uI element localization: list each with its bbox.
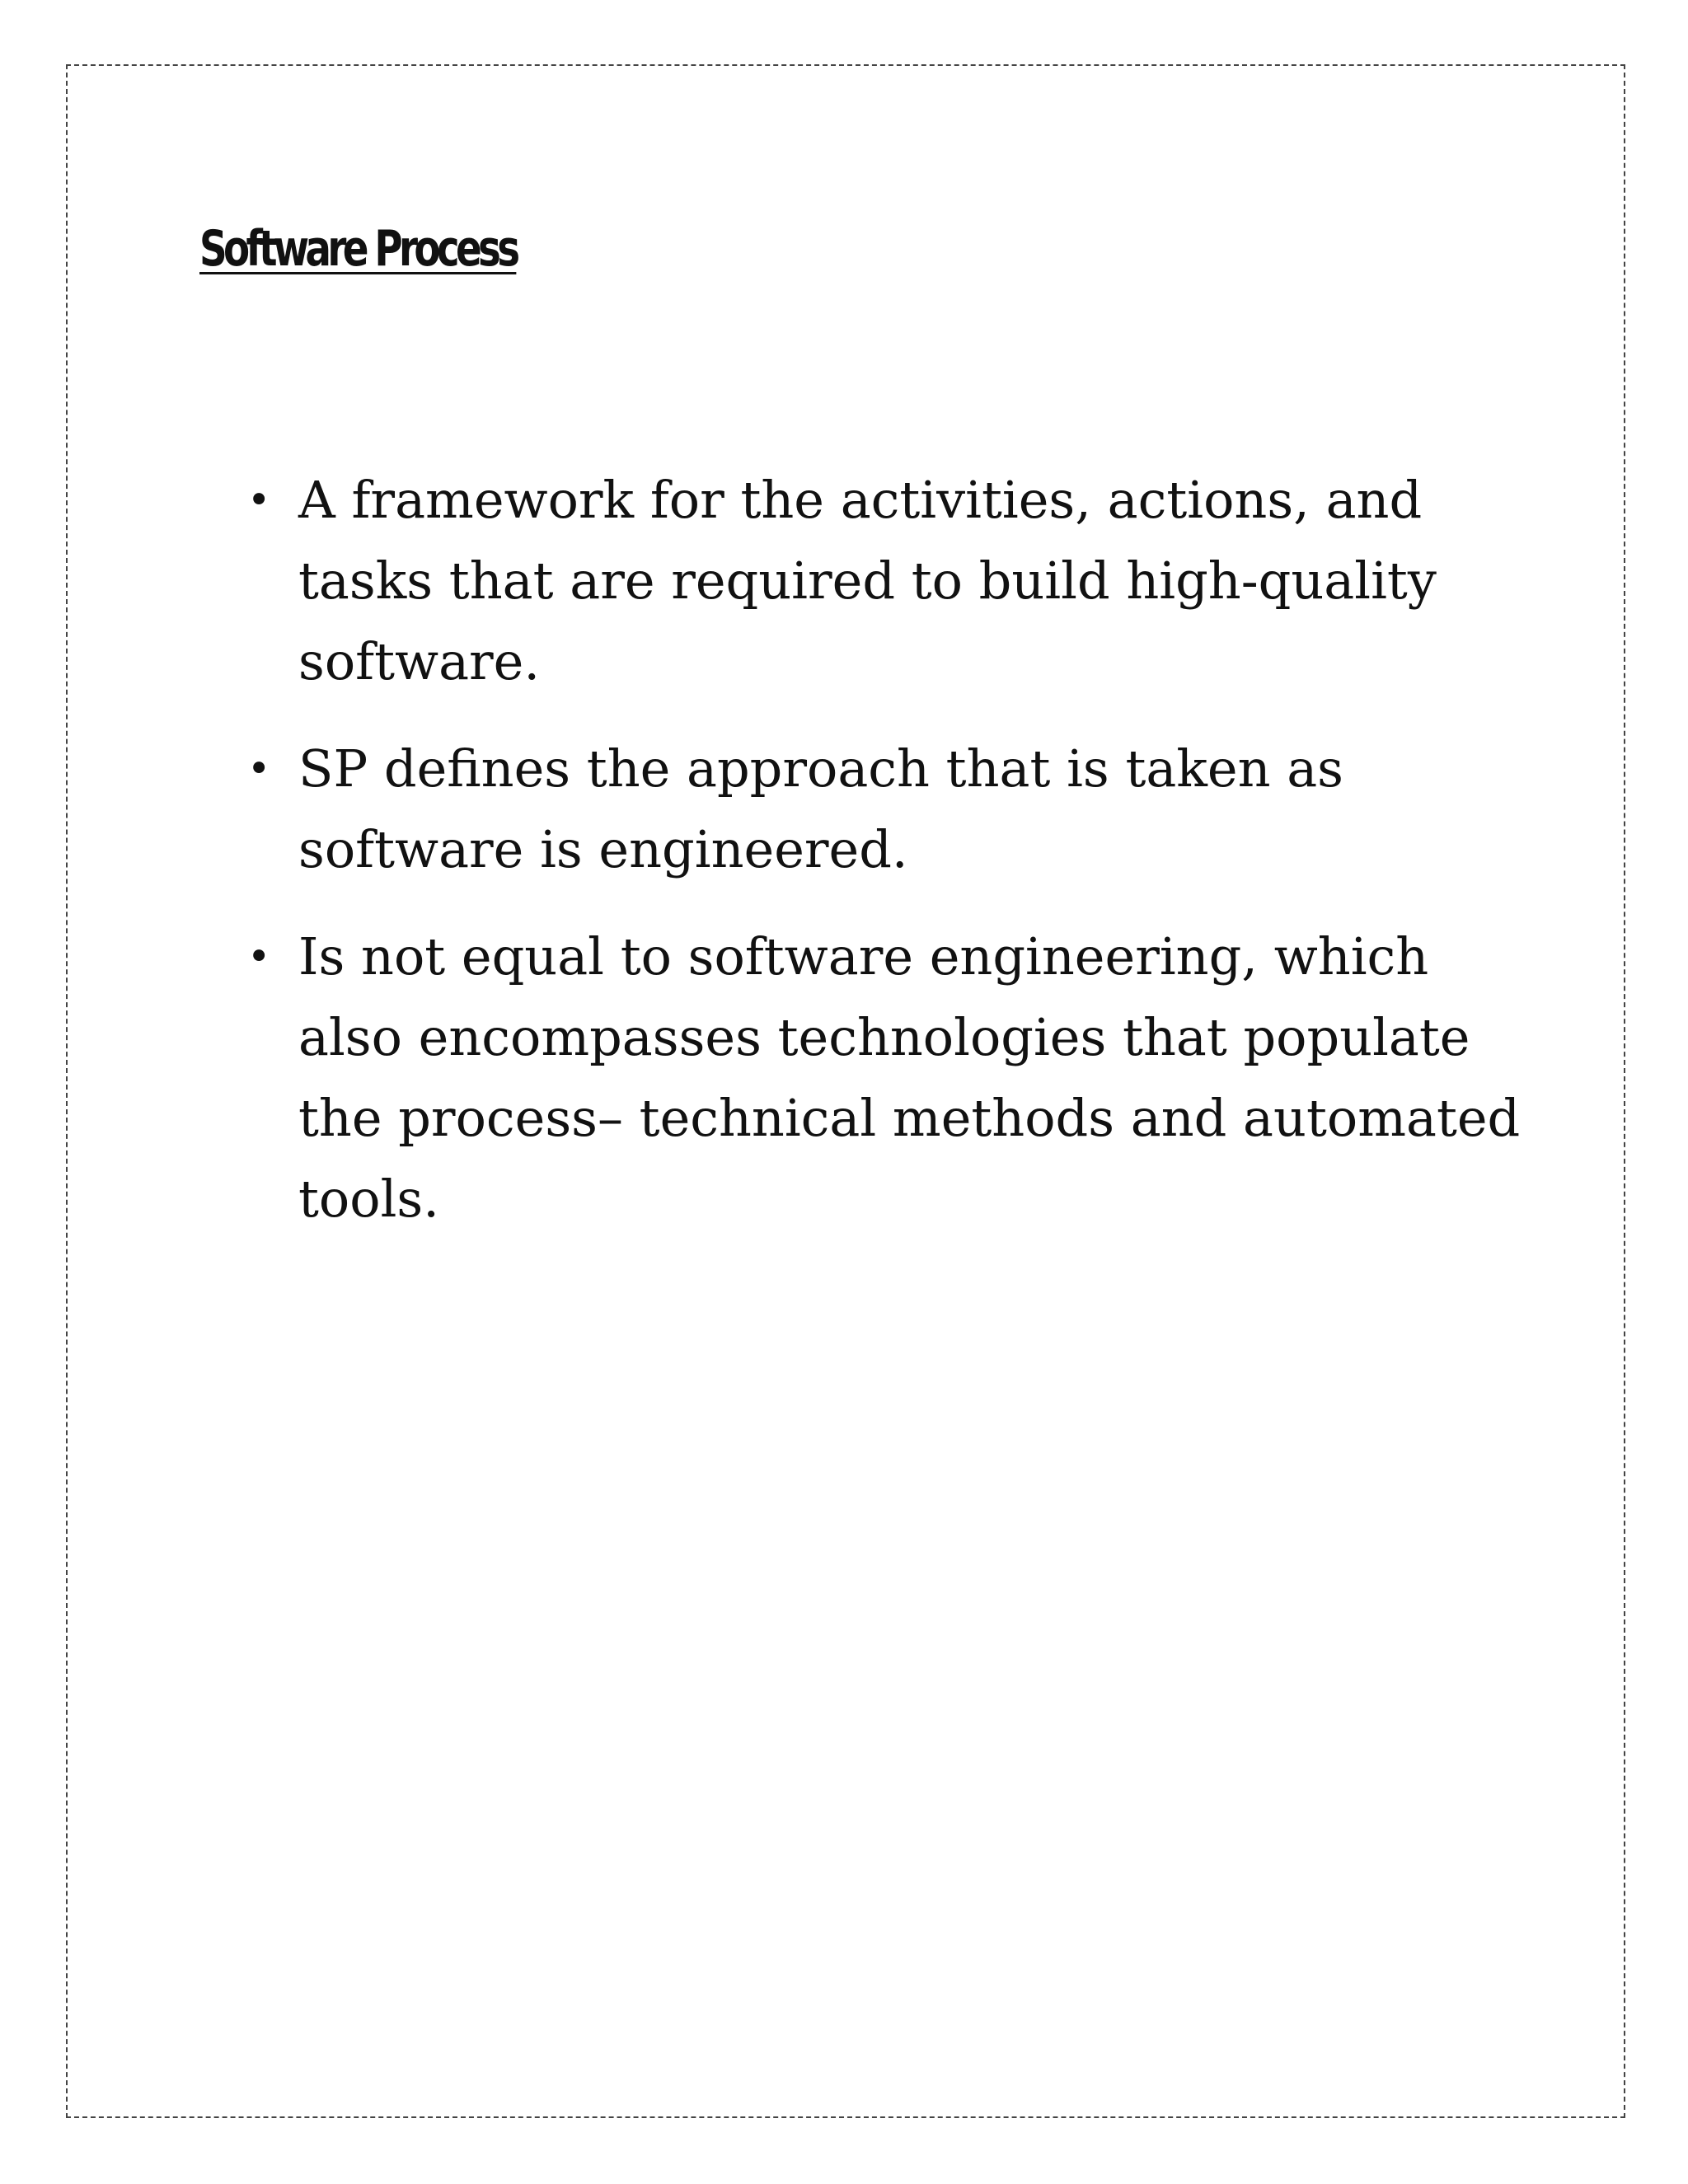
bullet-text: A framework for the activities, actions, and tasks that are required to build high-quality software. [298, 470, 1437, 691]
bullet-item-approach [247, 729, 1533, 890]
bullet-item-not-equal [247, 916, 1533, 1240]
bullet-item-framework [247, 460, 1533, 702]
bullet-list [247, 460, 1533, 1266]
page-title: Software Process [199, 220, 517, 278]
bullet-text: Is not equal to software engineering, which also encompasses technologies that populate the process– technical methods and automated tools. [298, 926, 1521, 1229]
bullet-dot-icon: • [247, 746, 271, 792]
bullet-dot-icon: • [247, 477, 271, 523]
bullet-dot-icon: • [247, 934, 271, 980]
bullet-text: SP defines the approach that is taken as software is engineered. [298, 738, 1344, 879]
